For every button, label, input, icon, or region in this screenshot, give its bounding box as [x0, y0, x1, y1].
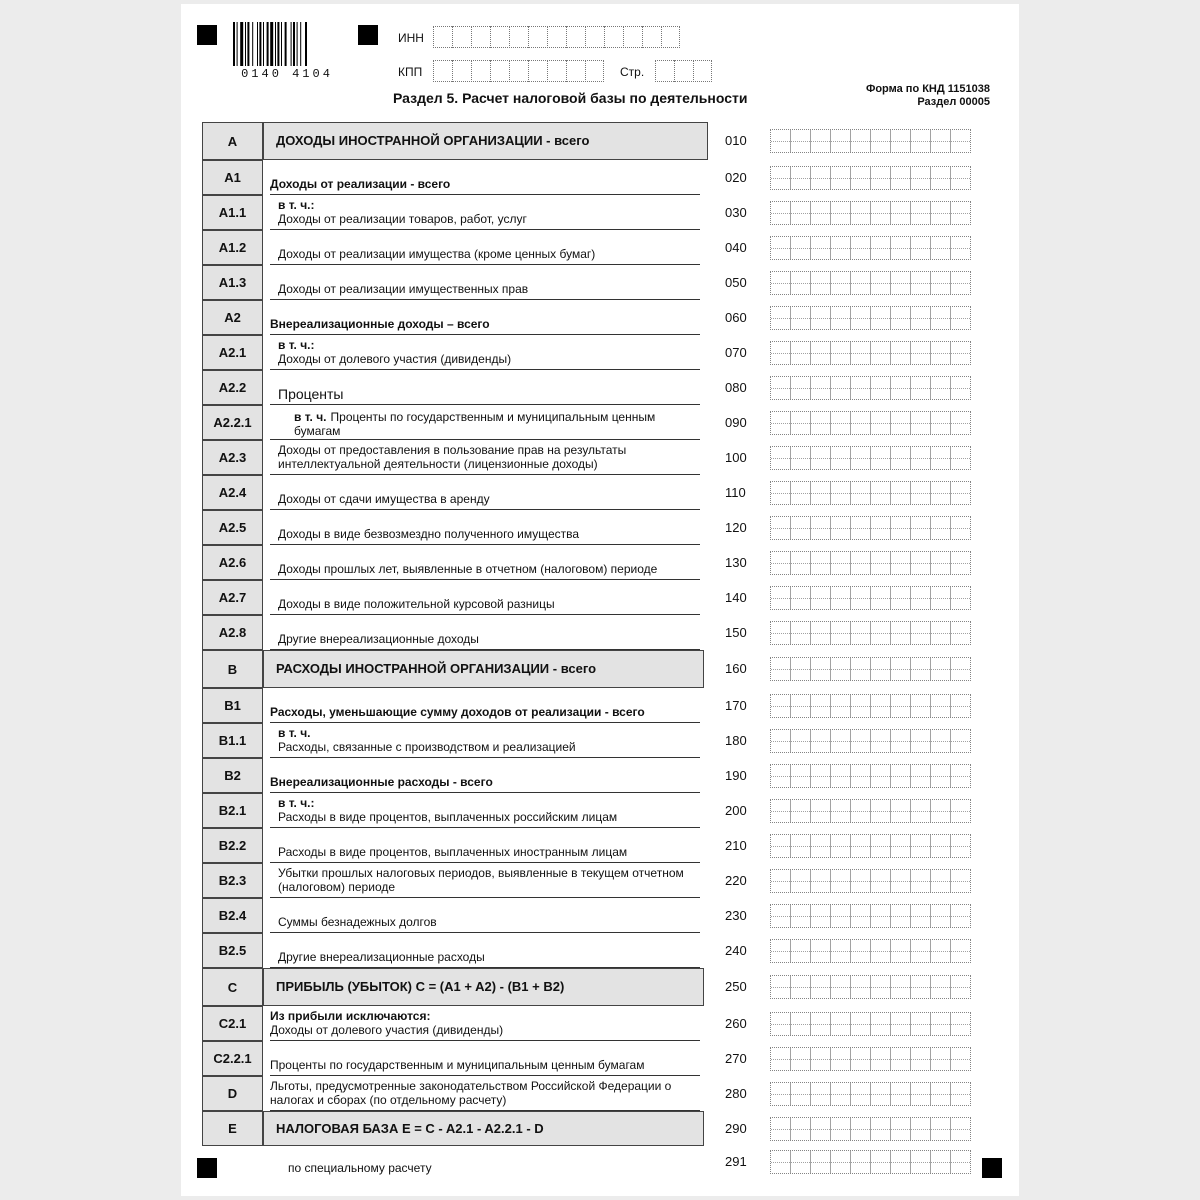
line-code: 190 — [725, 767, 747, 783]
table-row — [0, 300, 1200, 335]
row-code: A2.8 — [202, 615, 263, 650]
row-code: A2.4 — [202, 475, 263, 510]
value-field-040[interactable] — [770, 236, 971, 260]
row-text: Суммы безнадежных долгов — [278, 915, 437, 929]
row-text: Доходы от долевого участия (дивиденды) — [270, 1023, 504, 1037]
row-code: B2.2 — [202, 828, 263, 863]
line-code: 291 — [725, 1154, 747, 1169]
value-field-210[interactable] — [770, 834, 971, 858]
table-row — [0, 370, 1200, 405]
row-text-block — [294, 410, 700, 438]
page-label: Стр. — [620, 65, 645, 79]
row-text: Внереализационные расходы - всего — [270, 775, 493, 789]
row-description — [270, 370, 700, 405]
barcode-number: 0140 4104 — [241, 67, 333, 81]
line-code: 290 — [725, 1120, 747, 1136]
value-field-260[interactable] — [770, 1012, 971, 1036]
value-field-270[interactable] — [770, 1047, 971, 1071]
row-code: A2.6 — [202, 545, 263, 580]
registration-marker-top-left — [197, 25, 217, 45]
row-description — [263, 1111, 704, 1146]
row-text: по специальному расчету — [288, 1161, 432, 1175]
value-field-190[interactable] — [770, 764, 971, 788]
table-row — [0, 650, 1200, 688]
value-field-220[interactable] — [770, 869, 971, 893]
value-field-140[interactable] — [770, 586, 971, 610]
row-description — [263, 968, 704, 1006]
table-row — [0, 1111, 1200, 1146]
table-row — [0, 1076, 1200, 1111]
row-description — [270, 863, 700, 898]
row-text: Другие внереализационные расходы — [278, 950, 485, 964]
page-number-field[interactable] — [655, 60, 712, 82]
value-field-120[interactable] — [770, 516, 971, 540]
line-code: 150 — [725, 624, 747, 640]
row-text: Расходы, уменьшающие сумму доходов от реализации - всего — [270, 705, 645, 719]
form-section-code: Раздел 00005 — [917, 96, 990, 108]
table-row — [0, 968, 1200, 1006]
row-text: ДОХОДЫ ИНОСТРАННОЙ ОРГАНИЗАЦИИ - всего — [276, 133, 590, 148]
value-field-170[interactable] — [770, 694, 971, 718]
line-code: 110 — [725, 484, 746, 500]
line-code: 170 — [725, 697, 747, 713]
line-code: 100 — [725, 449, 747, 465]
row-code: A1.1 — [202, 195, 263, 230]
row-code: B2 — [202, 758, 263, 793]
table-row — [0, 933, 1200, 968]
row-code: C2.2.1 — [202, 1041, 263, 1076]
line-code: 050 — [725, 274, 747, 290]
row-text: Проценты по государственным и муниципальным ценным бумагам — [270, 1058, 645, 1072]
row-code: A1.2 — [202, 230, 263, 265]
row-code: B2.3 — [202, 863, 263, 898]
row-code: B1.1 — [202, 723, 263, 758]
row-description — [270, 475, 700, 510]
row-code: C — [202, 968, 263, 1006]
row-description — [270, 828, 700, 863]
row-code: B1 — [202, 688, 263, 723]
line-code: 280 — [725, 1085, 747, 1101]
row-description — [270, 615, 700, 650]
row-code: B — [202, 650, 263, 688]
row-description — [270, 793, 700, 828]
line-code: 260 — [725, 1015, 747, 1031]
row-description — [270, 405, 700, 440]
table-row — [0, 122, 1200, 160]
row-description — [270, 440, 700, 475]
value-field-200[interactable] — [770, 799, 971, 823]
row-code: C2.1 — [202, 1006, 263, 1041]
value-field-130[interactable] — [770, 551, 971, 575]
value-field-030[interactable] — [770, 201, 971, 225]
table-row — [0, 688, 1200, 723]
value-field-290[interactable] — [770, 1117, 971, 1141]
line-code: 270 — [725, 1050, 747, 1066]
row-description — [270, 898, 700, 933]
row-text: Льготы, предусмотренные законодательством Российской Федерации о налогах и сборах (по отдельному расчету) — [270, 1079, 672, 1107]
row-text: Расходы в виде процентов, выплаченных иностранным лицам — [278, 845, 628, 859]
row-text: РАСХОДЫ ИНОСТРАННОЙ ОРГАНИЗАЦИИ - всего — [276, 661, 597, 676]
table-row — [0, 863, 1200, 898]
line-code: 060 — [725, 309, 747, 325]
row-description — [270, 160, 700, 195]
table-row — [0, 1006, 1200, 1041]
row-prefix: в т. ч.: — [278, 198, 315, 212]
line-code: 230 — [725, 907, 747, 923]
line-code: 130 — [725, 554, 747, 570]
row-text: Доходы от реализации имущественных прав — [278, 282, 529, 296]
row-text: Расходы в виде процентов, выплаченных российским лицам — [278, 810, 618, 824]
value-field-160[interactable] — [770, 657, 971, 681]
row-description — [270, 580, 700, 615]
inn-field[interactable] — [433, 26, 680, 48]
value-field-060[interactable] — [770, 306, 971, 330]
line-code: 010 — [725, 133, 747, 148]
table-row — [0, 898, 1200, 933]
barcode — [233, 22, 341, 66]
value-field-100[interactable] — [770, 446, 971, 470]
row-text: НАЛОГОВАЯ БАЗА E = C - A2.1 - A2.2.1 - D — [276, 1120, 544, 1136]
row-prefix: в т. ч. — [294, 410, 327, 424]
table-row — [0, 265, 1200, 300]
kpp-label: КПП — [398, 65, 423, 79]
row-description — [270, 723, 700, 758]
value-field-250[interactable] — [770, 975, 971, 999]
value-field-150[interactable] — [770, 621, 971, 645]
row-text: Расходы, связанные с производством и реализацией — [278, 740, 576, 754]
row-description — [263, 122, 708, 160]
registration-marker-top-right — [358, 25, 378, 45]
value-field-230[interactable] — [770, 904, 971, 928]
row-description — [270, 510, 700, 545]
value-field-010[interactable] — [770, 129, 971, 153]
row-description — [270, 335, 700, 370]
line-code: 180 — [725, 732, 747, 748]
row-description — [270, 545, 700, 580]
line-code: 020 — [725, 169, 747, 185]
line-code: 080 — [725, 379, 747, 395]
row-code: E — [202, 1111, 263, 1146]
row-text: Доходы от сдачи имущества в аренду — [278, 492, 490, 506]
row-text: Доходы прошлых лет, выявленные в отчетном (налоговом) периоде — [278, 562, 658, 576]
value-field-240[interactable] — [770, 939, 971, 963]
row-code: D — [202, 1076, 263, 1111]
section-title: Раздел 5. Расчет налоговой базы по деятельности — [393, 90, 748, 106]
table-row — [0, 195, 1200, 230]
value-field-080[interactable] — [770, 376, 971, 400]
table-row — [0, 160, 1200, 195]
row-code: A2.5 — [202, 510, 263, 545]
row-code: A2.2 — [202, 370, 263, 405]
value-field-291[interactable] — [770, 1150, 971, 1174]
line-code: 250 — [725, 979, 747, 994]
row-code: B2.4 — [202, 898, 263, 933]
line-code: 220 — [725, 872, 747, 888]
value-field-050[interactable] — [770, 271, 971, 295]
row-text: Доходы от долевого участия (дивиденды) — [278, 352, 512, 366]
row-description — [270, 300, 700, 335]
line-code: 200 — [725, 802, 747, 818]
row-text: Доходы в виде положительной курсовой разницы — [278, 597, 555, 611]
table-row — [0, 828, 1200, 863]
row-description — [270, 688, 700, 723]
table-row — [0, 758, 1200, 793]
line-code: 120 — [725, 519, 747, 535]
row-text: Проценты по государственным и муниципальным ценным бумагам — [294, 410, 656, 438]
row-text: Внереализационные доходы – всего — [270, 317, 490, 331]
table-row — [0, 510, 1200, 545]
row-text: Доходы в виде безвозмездно полученного имущества — [278, 527, 580, 541]
value-field-020[interactable] — [770, 166, 971, 190]
row-code: A2.2.1 — [202, 405, 263, 440]
row-code: A2.7 — [202, 580, 263, 615]
row-text: Доходы от реализации имущества (кроме ценных бумаг) — [278, 247, 596, 261]
line-code: 160 — [725, 661, 747, 676]
kpp-field[interactable] — [433, 60, 604, 82]
line-code: 140 — [725, 589, 747, 605]
row-description — [270, 1076, 700, 1111]
row-text: Доходы от реализации товаров, работ, услуг — [278, 212, 527, 226]
form-knd-code: Форма по КНД 1151038 — [865, 83, 990, 95]
row-description — [270, 758, 700, 793]
row-description — [270, 933, 700, 968]
row-description — [270, 1041, 700, 1076]
table-row — [0, 1041, 1200, 1076]
value-field-110[interactable] — [770, 481, 971, 505]
row-prefix: в т. ч. — [278, 726, 311, 740]
row-code: A1.3 — [202, 265, 263, 300]
table-row — [0, 580, 1200, 615]
value-field-070[interactable] — [770, 341, 971, 365]
table-row — [0, 405, 1200, 440]
row-text: Доходы от реализации - всего — [270, 177, 451, 191]
row-code: A — [202, 122, 263, 160]
row-prefix: в т. ч.: — [278, 796, 315, 810]
row-description — [263, 650, 704, 688]
line-code: 070 — [725, 344, 747, 360]
table-row — [0, 793, 1200, 828]
row-code: A2 — [202, 300, 263, 335]
line-code: 240 — [725, 942, 747, 958]
line-code: 040 — [725, 239, 747, 255]
line-code: 030 — [725, 204, 747, 220]
row-prefix: в т. ч.: — [278, 338, 315, 352]
row-description — [270, 265, 700, 300]
row-description — [270, 1006, 700, 1041]
line-code: 210 — [725, 837, 747, 853]
row-text: Доходы от предоставления в пользование прав на результаты интеллектуальной деятельности (лицензионные доходы) — [278, 443, 627, 471]
table-row — [0, 1146, 1200, 1178]
table-row — [0, 230, 1200, 265]
form-code — [866, 83, 990, 109]
row-text: ПРИБЫЛЬ (УБЫТОК) C = (A1 + A2) - (B1 + B2) — [276, 979, 565, 994]
row-code: B2.1 — [202, 793, 263, 828]
row-description — [280, 1146, 710, 1178]
table-row — [0, 335, 1200, 370]
row-code: A2.1 — [202, 335, 263, 370]
table-row — [0, 545, 1200, 580]
line-code: 090 — [725, 414, 747, 430]
table-row — [0, 723, 1200, 758]
row-text: Другие внереализационные доходы — [278, 632, 479, 646]
value-field-090[interactable] — [770, 411, 971, 435]
table-row — [0, 440, 1200, 475]
row-code: B2.5 — [202, 933, 263, 968]
inn-label: ИНН — [398, 31, 424, 45]
row-text: Убытки прошлых налоговых периодов, выявленные в текущем отчетном (налоговом) периоде — [278, 866, 684, 894]
value-field-180[interactable] — [770, 729, 971, 753]
row-text: Проценты — [278, 386, 344, 402]
row-description — [270, 230, 700, 265]
row-prefix: Из прибыли исключаются: — [270, 1009, 431, 1023]
row-code: A2.3 — [202, 440, 263, 475]
table-row — [0, 475, 1200, 510]
row-description — [270, 195, 700, 230]
row-code: A1 — [202, 160, 263, 195]
table-row — [0, 615, 1200, 650]
value-field-280[interactable] — [770, 1082, 971, 1106]
